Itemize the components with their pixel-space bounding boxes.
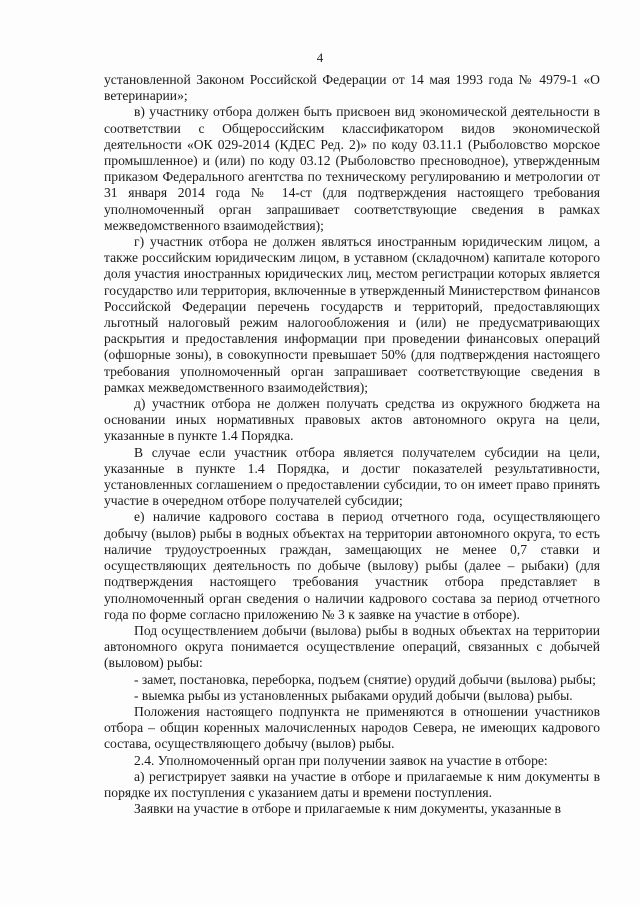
paragraph: Положения настоящего подпункта не применяются в отношении участников отбора – общин коренных малочисленных народов Севера, не имеющих кадрового состава, осуществляющего добычу (вылов) рыбы. — [104, 703, 600, 752]
paragraph: В случае если участник отбора является получателем субсидии на цели, указанные в пункте 1.4 Порядка, и достиг показателей результативности, установленных соглашением о предоставлении субсидии, то он имеет право принять участие в очередном отборе получателей субсидии; — [104, 444, 600, 509]
document-body — [104, 72, 600, 817]
paragraph: Под осуществлением добычи (вылова) рыбы в водных объектах на территории автономного округа понимается осуществление операций, связанных с добычей (выловом) рыбы: — [104, 622, 600, 671]
paragraph: д) участник отбора не должен получать средства из окружного бюджета на основании иных нормативных правовых актов автономного округа на цели, указанные в пункте 1.4 Порядка. — [104, 396, 600, 444]
paragraph: Заявки на участие в отборе и прилагаемые к ним документы, указанные в — [134, 801, 562, 817]
paragraph: - выемка рыбы из установленных рыбаками орудий добычи (вылова) рыбы. — [134, 687, 573, 703]
paragraph: а) регистрирует заявки на участие в отборе и прилагаемые к ним документы в порядке их поступления с указанием даты и времени поступления. — [104, 768, 600, 800]
paragraph: установленной Законом Российской Федерации от 14 мая 1993 года № 4979-1 «О ветеринарии»; — [104, 72, 600, 104]
page-number: 4 — [316, 50, 324, 65]
paragraph: г) участник отбора не должен являться иностранным юридическим лицом, а также российским юридическим лицом, в уставном (складочном) капитале которого доля участия иностранных юридических лиц, местом регистрации которых является государство или территория, включенные в утвержденный Министерством финансов Российской Федерации перечень государств и территорий, предоставляющих льготный налоговый режим налогообложения и (или) не предусматривающих раскрытия и предоставления информации при проведении финансовых операций (офшорные зоны), в совокупности превышает 50% (для подтверждения настоящего требования уполномоченный орган запрашивает соответствующие сведения в рамках межведомственного взаимодействия); — [104, 234, 600, 395]
paragraph: в) участнику отбора должен быть присвоен вид экономической деятельности в соответствии с Общероссийским классификатором видов экономической деятельности «ОК 029-2014 (КДЕС Ред. 2)» по коду 03.11.1 (Рыболовство морское промышленное) и (или) по коду 03.12 (Рыболовство пресноводное), утвержденным приказом Федерального агентства по техническому регулированию и метрологии от 31 января 2014 года № 14-ст (для подтверждения настоящего требования уполномоченный орган запрашивает соответствующие сведения в рамках межведомственного взаимодействия); — [104, 104, 600, 233]
paragraph: - замет, постановка, переборка, подъем (снятие) орудий добычи (вылова) рыбы; — [134, 671, 596, 687]
paragraph: 2.4. Уполномоченный орган при получении заявок на участие в отборе: — [134, 752, 548, 768]
paragraph: е) наличие кадрового состава в период отчетного года, осуществляющего добычу (вылов) рыбы в водных объектах на территории автономного округа, то есть наличие трудоустроенных граждан, замещающих не менее 0,7 ставки и осуществляющих деятельность по добыче (вылову) рыбы (далее – рыбаки) (для подтверждения настоящего требования участник отбора представляет в уполномоченный орган сведения о наличии кадрового состава за период отчетного года по форме согласно приложению № 3 к заявке на участие в отборе). — [104, 509, 600, 622]
